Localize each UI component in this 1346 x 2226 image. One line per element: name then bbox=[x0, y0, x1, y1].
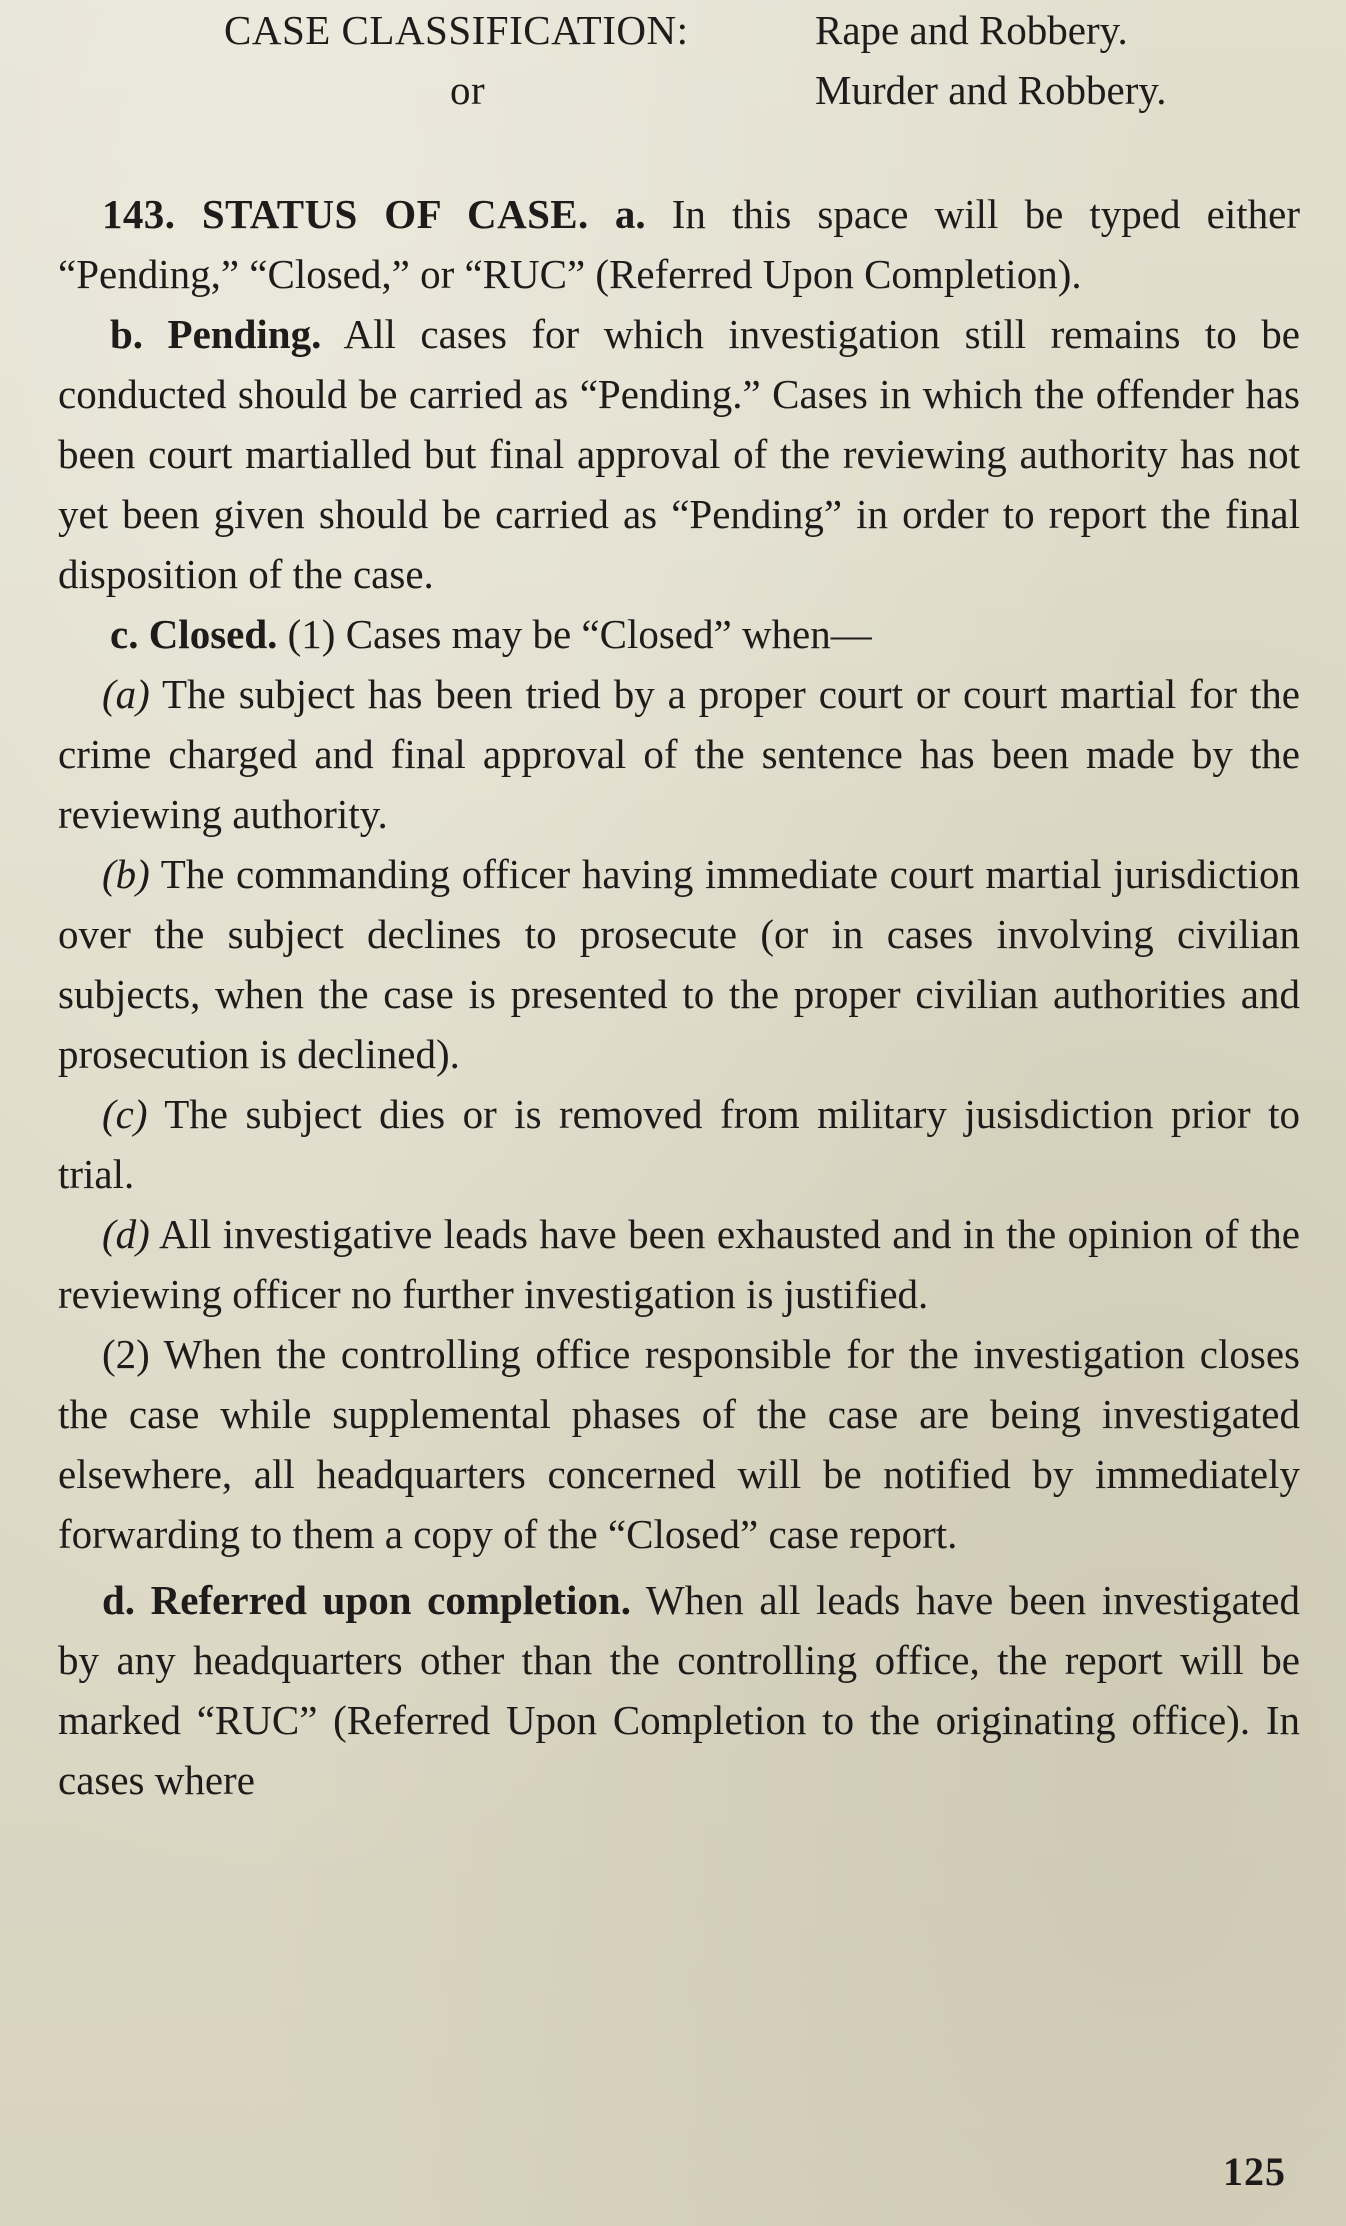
paragraph-d-lead: d. Referred upon completion. bbox=[102, 1577, 631, 1623]
paragraph-c bbox=[58, 604, 1300, 664]
classification-label: CASE CLASSIFICATION: bbox=[224, 7, 689, 53]
classification-value-2: Murder and Robbery. bbox=[815, 67, 1167, 113]
classification-row-2 bbox=[58, 60, 1300, 120]
paragraph-c-2 bbox=[58, 1324, 1300, 1564]
classification-row-1 bbox=[58, 0, 1300, 60]
list-item-marker: (b) bbox=[102, 851, 150, 897]
paragraph-a bbox=[58, 184, 1300, 304]
paragraph-a-lead: a. bbox=[614, 191, 646, 237]
paragraph-b bbox=[58, 304, 1300, 604]
list-item bbox=[58, 1204, 1300, 1324]
paragraph-d-text: When all leads have been investigated by any headquarters other than the controlling office, the report will be marked “RUC” (Referred Upon Completion to the originating office). In cases where bbox=[58, 1577, 1300, 1803]
page-number: 125 bbox=[1223, 2149, 1286, 2194]
paragraph-c-lead: c. Closed. bbox=[110, 611, 278, 657]
paragraph-b-lead: b. Pending. bbox=[110, 311, 322, 357]
paragraph-a-text: In this space will be typed either “Pending,” “Closed,” or “RUC” (Referred Upon Completion). bbox=[58, 191, 1300, 297]
list-item-marker: (c) bbox=[102, 1091, 148, 1137]
paragraph-b-text: All cases for which investigation still remains to be conducted should be carried as “Pending.” Cases in which the offender has been court martialled but final approval of the reviewing authority has not yet been given should be carried as “Pending” in order to report the final disposition of the case. bbox=[58, 311, 1300, 597]
list-item-text: The subject has been tried by a proper court or court martial for the crime charged and final approval of the sentence has been made by the reviewing authority. bbox=[58, 671, 1301, 837]
list-item-text: All investigative leads have been exhausted and in the opinion of the reviewing officer no further investigation is justified. bbox=[58, 1211, 1300, 1317]
section-title: 143. STATUS OF CASE. bbox=[102, 191, 589, 237]
page-text bbox=[58, 0, 1300, 1810]
list-item-text: The commanding officer having immediate court martial jurisdiction over the subject declines to prosecute (or in cases involving civilian subjects, when the case is presented to the proper civilian authorities and prosecution is declined). bbox=[58, 851, 1300, 1077]
list-item-text: The subject dies or is removed from military jusisdiction prior to trial. bbox=[58, 1091, 1300, 1197]
classification-connector: or bbox=[450, 67, 486, 113]
paragraph-c-2-text: (2) When the controlling office responsible for the investigation closes the case while supplemental phases of the case are being investigated elsewhere, all headquarters concerned will be notified by immediately forwarding to them a copy of the “Closed” case report. bbox=[58, 1331, 1300, 1557]
list-item bbox=[58, 844, 1300, 1084]
paragraph-d bbox=[58, 1570, 1300, 1810]
list-item bbox=[58, 664, 1300, 844]
list-item bbox=[58, 1084, 1300, 1204]
list-item-marker: (a) bbox=[102, 671, 150, 717]
list-item-marker: (d) bbox=[102, 1211, 150, 1257]
classification-value-1: Rape and Robbery. bbox=[815, 7, 1128, 53]
paragraph-c-text: (1) Cases may be “Closed” when— bbox=[287, 611, 872, 657]
case-classification-example bbox=[58, 0, 1300, 126]
